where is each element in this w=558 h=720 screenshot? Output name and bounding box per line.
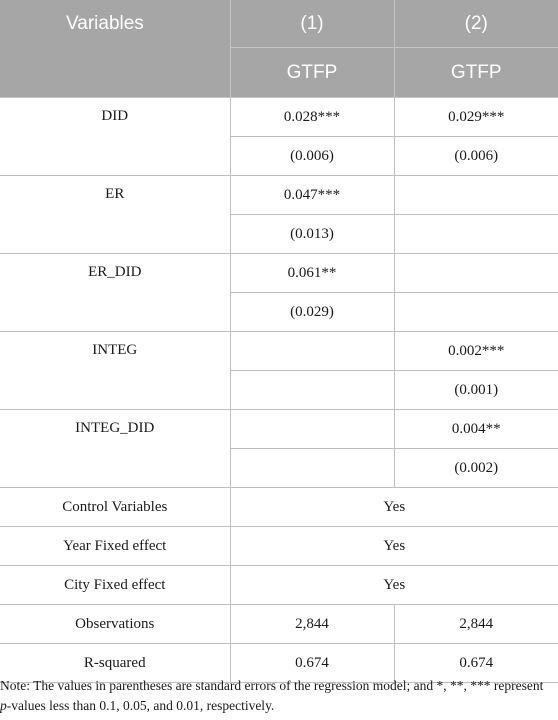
table-row <box>0 410 558 449</box>
variable-name: INTEG_DID <box>0 410 230 488</box>
control-name: Control Variables <box>0 488 230 527</box>
table-row <box>0 254 558 293</box>
coefficient-cell: 0.002*** <box>394 332 558 371</box>
std-error-cell: (0.013) <box>230 215 394 254</box>
variable-name: DID <box>0 98 230 176</box>
std-error-cell <box>230 371 394 410</box>
std-error-cell: (0.001) <box>394 371 558 410</box>
std-error-cell <box>394 215 558 254</box>
variables-header: Variables <box>0 0 230 98</box>
control-value: Yes <box>230 488 558 527</box>
variable-name: INTEG <box>0 332 230 410</box>
coefficient-cell: 0.029*** <box>394 98 558 137</box>
column-1-dependent-variable: GTFP <box>230 48 394 98</box>
coefficient-cell <box>394 176 558 215</box>
coefficient-cell <box>394 254 558 293</box>
std-error-cell: (0.006) <box>230 137 394 176</box>
std-error-cell: (0.029) <box>230 293 394 332</box>
table-note <box>0 676 552 716</box>
note-text-end: -values less than 0.1, 0.05, and 0.01, respectively. <box>6 698 275 713</box>
stat-value: 0.674 <box>230 644 394 683</box>
variable-name: ER_DID <box>0 254 230 332</box>
table-row <box>0 527 558 566</box>
note-text: Note: The values in parentheses are standard errors of the regression model; and *, **, *** represent <box>0 678 544 693</box>
coefficient-cell: 0.047*** <box>230 176 394 215</box>
std-error-cell <box>230 449 394 488</box>
coefficient-cell: 0.004** <box>394 410 558 449</box>
note-p-italic: p <box>0 698 7 713</box>
table-row <box>0 176 558 215</box>
column-2-dependent-variable: GTFP <box>394 48 558 98</box>
stat-value: 2,844 <box>394 605 558 644</box>
table-row <box>0 566 558 605</box>
coefficient-cell: 0.061** <box>230 254 394 293</box>
table-row <box>0 488 558 527</box>
variable-name: ER <box>0 176 230 254</box>
std-error-cell: (0.006) <box>394 137 558 176</box>
stat-value: 2,844 <box>230 605 394 644</box>
coefficient-cell: 0.028*** <box>230 98 394 137</box>
control-value: Yes <box>230 566 558 605</box>
stat-name: R-squared <box>0 644 230 683</box>
table-row <box>0 332 558 371</box>
control-name: Year Fixed effect <box>0 527 230 566</box>
coefficient-cell <box>230 332 394 371</box>
stat-name: Observations <box>0 605 230 644</box>
std-error-cell: (0.002) <box>394 449 558 488</box>
table-row <box>0 605 558 644</box>
control-value: Yes <box>230 527 558 566</box>
column-1-header: (1) <box>230 0 394 48</box>
control-name: City Fixed effect <box>0 566 230 605</box>
coefficient-cell <box>230 410 394 449</box>
std-error-cell <box>394 293 558 332</box>
stat-value: 0.674 <box>394 644 558 683</box>
table-row <box>0 98 558 137</box>
column-2-header: (2) <box>394 0 558 48</box>
